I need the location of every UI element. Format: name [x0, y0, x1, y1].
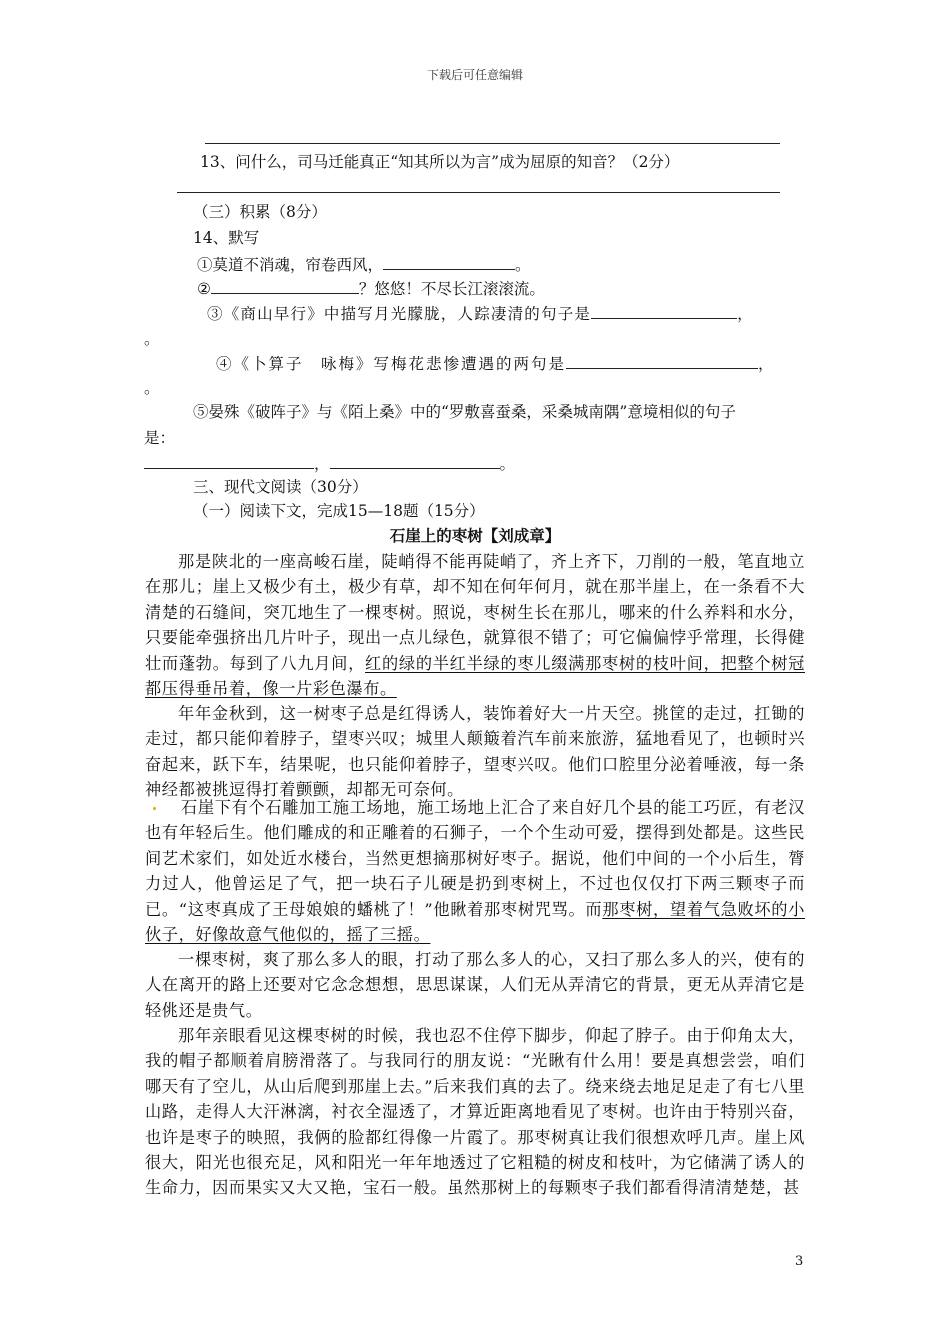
question-14: 14、默写 — [193, 229, 260, 247]
blank-field[interactable] — [211, 277, 359, 294]
dictation-5: ⑤晏殊《破阵子》与《陌上桑》中的“罗敷喜蚕桑，采桑城南隅”意境相似的句子 — [193, 403, 736, 421]
blank-field[interactable] — [330, 452, 500, 469]
answer-line — [177, 192, 780, 193]
dictation-4 — [216, 352, 776, 374]
page-header: 下载后可任意编辑 — [426, 68, 523, 82]
dictation-5-answers — [144, 452, 515, 474]
paragraph-4: 一棵枣树，爽了那么多人的眼，打动了那么多人的心，又扫了那么多人的兴，使有的人在离开的路上还要对它念念想想，思思谋谋，人们无从弄清它的背景，更无从弄清它是轻佻还是贵气。 — [145, 950, 805, 1020]
section-accumulation: （三）积累（8分） — [193, 203, 327, 221]
answer-line — [205, 143, 780, 144]
dictation-1-text: ①莫道不消魂，帘卷西风， — [197, 256, 384, 274]
dictation-2-number: ② — [197, 280, 211, 298]
dictation-4-text: ④《卜算子 咏梅》写梅花悲惨遭遇的两句是 — [216, 355, 567, 373]
dictation-5-comma: ， — [314, 455, 330, 473]
dictation-3-text: ③《商山早行》中描写月光朦胧，人踪凄清的句子是 — [207, 305, 592, 323]
blank-field[interactable] — [144, 452, 314, 469]
underlined-sentence: 那枣树，望着气急败坏的小伙子，好像故意气他似的，摇了三摇。 — [145, 899, 805, 945]
question-13: 13、问什么，司马迁能真正“知其所以为言”成为屈原的知音？（2分） — [200, 153, 680, 171]
dictation-4-comma: ， — [758, 355, 776, 373]
page-number: 3 — [795, 1254, 804, 1269]
part-3-heading: 三、现代文阅读（30分） — [193, 478, 368, 496]
dictation-3 — [207, 302, 754, 324]
paragraph-3-text: 石崖下有个石雕加工施工场地，施工场地上汇合了来自好几个县的能工巧匠，有老汉也有年轻后生。他们雕成的和正雕着的石狮子，一个个生动可爱，摆得到处都是。这些民间艺术家们，如处近水楼台，当然更想摘那树好枣子。据说，他们中间的一个小后生，膂力过人，他曾运足了气，把一块石子儿硬是扔到枣树上，不过也仅仅打下两三颗枣子而已。“这枣真成了王母娘娘的蟠桃了！”他瞅着那枣树咒骂。而 — [145, 798, 805, 919]
blank-field[interactable] — [383, 253, 515, 270]
underlined-sentence: 红的绿的半红半绿的枣儿缀满那枣树的枝叶间，把整个树冠都压得垂吊着，像一片彩色瀑布。 — [145, 653, 805, 699]
dictation-3-end: 。 — [144, 330, 160, 348]
blank-field[interactable] — [591, 302, 737, 319]
dictation-1-end: 。 — [515, 256, 531, 274]
part-3-1-heading: （一）阅读下文，完成15—18题（15分） — [193, 502, 485, 520]
article-title: 石崖上的枣树【刘成章】 — [389, 526, 561, 545]
blank-field[interactable] — [566, 352, 758, 369]
dictation-5-cont: 是： — [144, 429, 176, 447]
dictation-1 — [197, 253, 531, 275]
paragraph-1-text: 那是陕北的一座高峻石崖，陡峭得不能再陡峭了，齐上齐下，刀削的一般，笔直地立在那儿；崖上又极少有土，极少有草，却不知在何年何月，就在那半崖上，在一条看不大清楚的石缝间，突兀地生了一棵枣树。照说，枣树生长在那儿，哪来的什么养料和水分，只要能牵强挤出几片叶子，现出一点儿绿色，就算很不错了；可它偏偏悖乎常理，长得健壮而蓬勃。每到了八九月间， — [145, 552, 805, 673]
paragraph-5: 那年亲眼看见这棵枣树的时候，我也忍不住停下脚步，仰起了脖子。由于仰角太大，我的帽子都顺着肩膀滑落了。与我同行的朋友说：“光瞅有什么用！要是真想尝尝，咱们哪天有了空儿，从山后爬到那崖上去。”后来我们真的去了。绕来绕去地足足走了有七八里山路，走得人大汗淋漓，衬衣全湿透了，才算近距离地看见了枣树。也许由于特别兴奋，也许是枣子的映照，我俩的脸都红得像一片霞了。那枣树真让我们很想欢呼几声。崖上风很大，阳光也很充足，风和阳光一年年地透过了它粗糙的树皮和枝叶，为它储满了诱人的生命力，因而果实又大又艳，宝石一般。虽然那树上的每颗枣子我们都看得清清楚楚，甚 — [145, 1026, 805, 1198]
dictation-4-end: 。 — [144, 379, 160, 397]
dictation-2-text: ？悠悠！不尽长江滚滚流。 — [358, 280, 545, 298]
dictation-2 — [197, 277, 545, 299]
dictation-5-end: 。 — [499, 455, 516, 473]
dictation-3-comma: ， — [737, 305, 754, 323]
paragraph-1 — [145, 549, 805, 701]
paragraph-3 — [145, 795, 805, 947]
paragraph-2: 年年金秋到，这一树枣子总是红得诱人，装饰着好大一片天空。挑筐的走过，扛锄的走过，都只能仰着脖子，望枣兴叹；城里人颠簸着汽车前来旅游，猛地看见了，也顿时兴奋起来，跃下车，结果呢，也只能仰着脖子，望枣兴叹。他们口腔里分泌着唾液，每一条神经都被挑逗得打着颤颤，却都无可奈何。 — [145, 704, 805, 800]
